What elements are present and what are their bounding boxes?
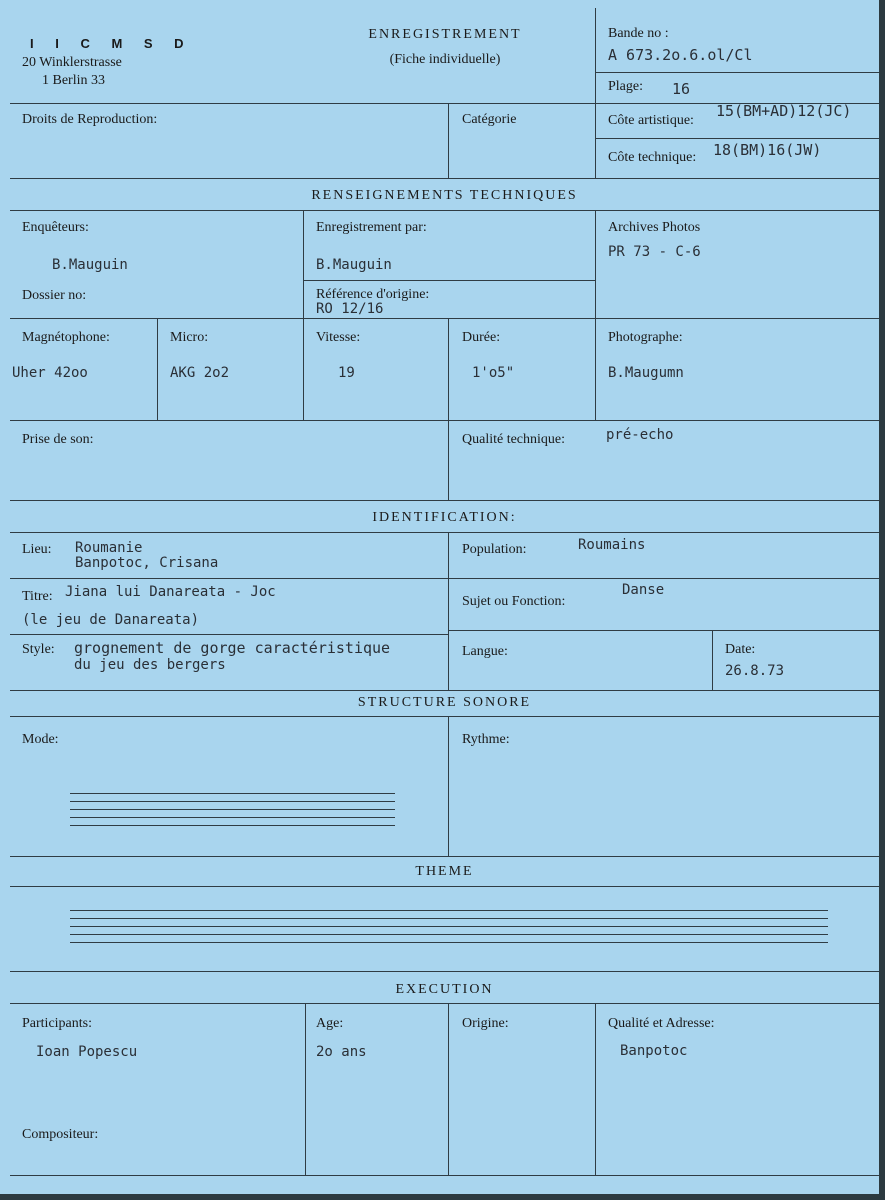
vitesse-label: Vitesse: (316, 330, 361, 345)
population-label: Population: (462, 542, 527, 557)
divider (10, 886, 879, 887)
cote-artistique-label: Côte artistique: (608, 113, 694, 128)
institution-logo: I I C M S D (30, 36, 193, 51)
duree-label: Durée: (462, 330, 501, 345)
age-label: Age: (316, 1016, 344, 1031)
section-structure: STRUCTURE SONORE (357, 695, 532, 710)
droits-label: Droits de Reproduction: (22, 112, 158, 127)
form-subtitle: (Fiche individuelle) (389, 52, 501, 67)
section-theme: THEME (415, 864, 474, 879)
divider (10, 178, 879, 179)
divider (10, 532, 879, 533)
section-identification: IDENTIFICATION: (372, 510, 517, 525)
rythme-label: Rythme: (462, 732, 510, 747)
divider (448, 716, 449, 856)
bande-label: Bande no : (608, 26, 669, 41)
divider (303, 210, 304, 420)
section-renseignements: RENSEIGNEMENTS TECHNIQUES (311, 188, 578, 203)
reference-label: Référence d'origine: (316, 287, 430, 302)
lieu-line1: Roumanie (75, 540, 143, 556)
archives-photos-label: Archives Photos (608, 220, 701, 235)
sujet-label: Sujet ou Fonction: (462, 594, 566, 609)
qualite-adresse-label: Qualité et Adresse: (608, 1016, 715, 1031)
lieu-line2: Banpotoc, Crisana (75, 555, 219, 571)
origine-label: Origine: (462, 1016, 509, 1031)
divider (10, 578, 879, 579)
plage-value: 16 (672, 80, 691, 98)
sujet-value: Danse (622, 582, 665, 598)
divider (595, 8, 596, 178)
divider (595, 210, 596, 420)
enregistrement-par-label: Enregistrement par: (316, 220, 427, 235)
divider (157, 318, 158, 420)
divider (10, 318, 879, 319)
plage-label: Plage: (608, 79, 643, 94)
enqueteurs-value: B.Mauguin (52, 257, 128, 273)
divider (448, 103, 449, 178)
archives-photos-value: PR 73 - C-6 (608, 244, 701, 260)
qualite-technique-value: pré-echo (606, 427, 674, 443)
mode-label: Mode: (22, 732, 59, 747)
divider (305, 1003, 306, 1175)
age-value: 2o ans (316, 1044, 367, 1060)
cote-technique-label: Côte technique: (608, 150, 697, 165)
divider (10, 1175, 879, 1176)
qualite-technique-label: Qualité technique: (462, 432, 566, 447)
prise-de-son-label: Prise de son: (22, 432, 94, 447)
divider (10, 716, 879, 717)
duree-value: 1'o5" (472, 365, 515, 381)
population-value: Roumains (578, 537, 646, 553)
participants-value: Ioan Popescu (36, 1044, 138, 1060)
titre-line2: (le jeu de Danareata) (22, 612, 200, 628)
compositeur-label: Compositeur: (22, 1127, 99, 1142)
magnetophone-value: Uher 42oo (12, 365, 88, 381)
divider (10, 971, 879, 972)
divider (10, 1003, 879, 1004)
divider (303, 280, 595, 281)
section-execution: EXECUTION (395, 982, 494, 997)
vitesse-value: 19 (338, 365, 355, 381)
card-edge-shadow (879, 0, 885, 1200)
titre-line1: Jiana lui Danareata - Joc (65, 584, 276, 600)
style-line2: du jeu des bergers (74, 657, 226, 673)
style-label: Style: (22, 642, 55, 657)
langue-label: Langue: (462, 644, 508, 659)
cote-artistique-value: 15(BM+AD)12(JC) (716, 102, 852, 120)
bande-value: A 673.2o.6.ol/Cl (608, 46, 753, 64)
divider (10, 210, 879, 211)
micro-value: AKG 2o2 (170, 365, 230, 381)
divider (448, 420, 449, 500)
divider (595, 138, 879, 139)
divider (595, 1003, 596, 1175)
reference-value: RO 12/16 (316, 301, 384, 317)
qualite-adresse-value: Banpotoc (620, 1043, 688, 1059)
divider (448, 318, 449, 420)
participants-label: Participants: (22, 1016, 92, 1031)
divider (448, 1003, 449, 1175)
categorie-label: Catégorie (462, 112, 517, 127)
enqueteurs-label: Enquêteurs: (22, 220, 89, 235)
titre-label: Titre: (22, 589, 53, 604)
enregistrement-par-value: B.Mauguin (316, 257, 392, 273)
date-label: Date: (725, 642, 756, 657)
form-title: ENREGISTREMENT (368, 27, 522, 42)
institution-street: 20 Winklerstrasse (22, 55, 122, 70)
divider (712, 630, 713, 690)
cote-technique-value: 18(BM)16(JW) (713, 141, 822, 159)
magnetophone-label: Magnétophone: (22, 330, 110, 345)
divider (10, 500, 879, 501)
micro-label: Micro: (170, 330, 209, 345)
style-line1: grognement de gorge caractéristique (74, 639, 391, 657)
institution-city: 1 Berlin 33 (42, 73, 105, 88)
photographe-label: Photographe: (608, 330, 683, 345)
divider (10, 690, 879, 691)
divider (448, 532, 449, 690)
divider (448, 630, 879, 631)
divider (595, 72, 879, 73)
photographe-value: B.Maugumn (608, 365, 684, 381)
dossier-label: Dossier no: (22, 288, 87, 303)
date-value: 26.8.73 (725, 663, 785, 679)
divider (10, 856, 879, 857)
divider (10, 420, 879, 421)
card-edge-shadow (0, 1194, 885, 1200)
lieu-label: Lieu: (22, 542, 52, 557)
divider (10, 634, 448, 635)
